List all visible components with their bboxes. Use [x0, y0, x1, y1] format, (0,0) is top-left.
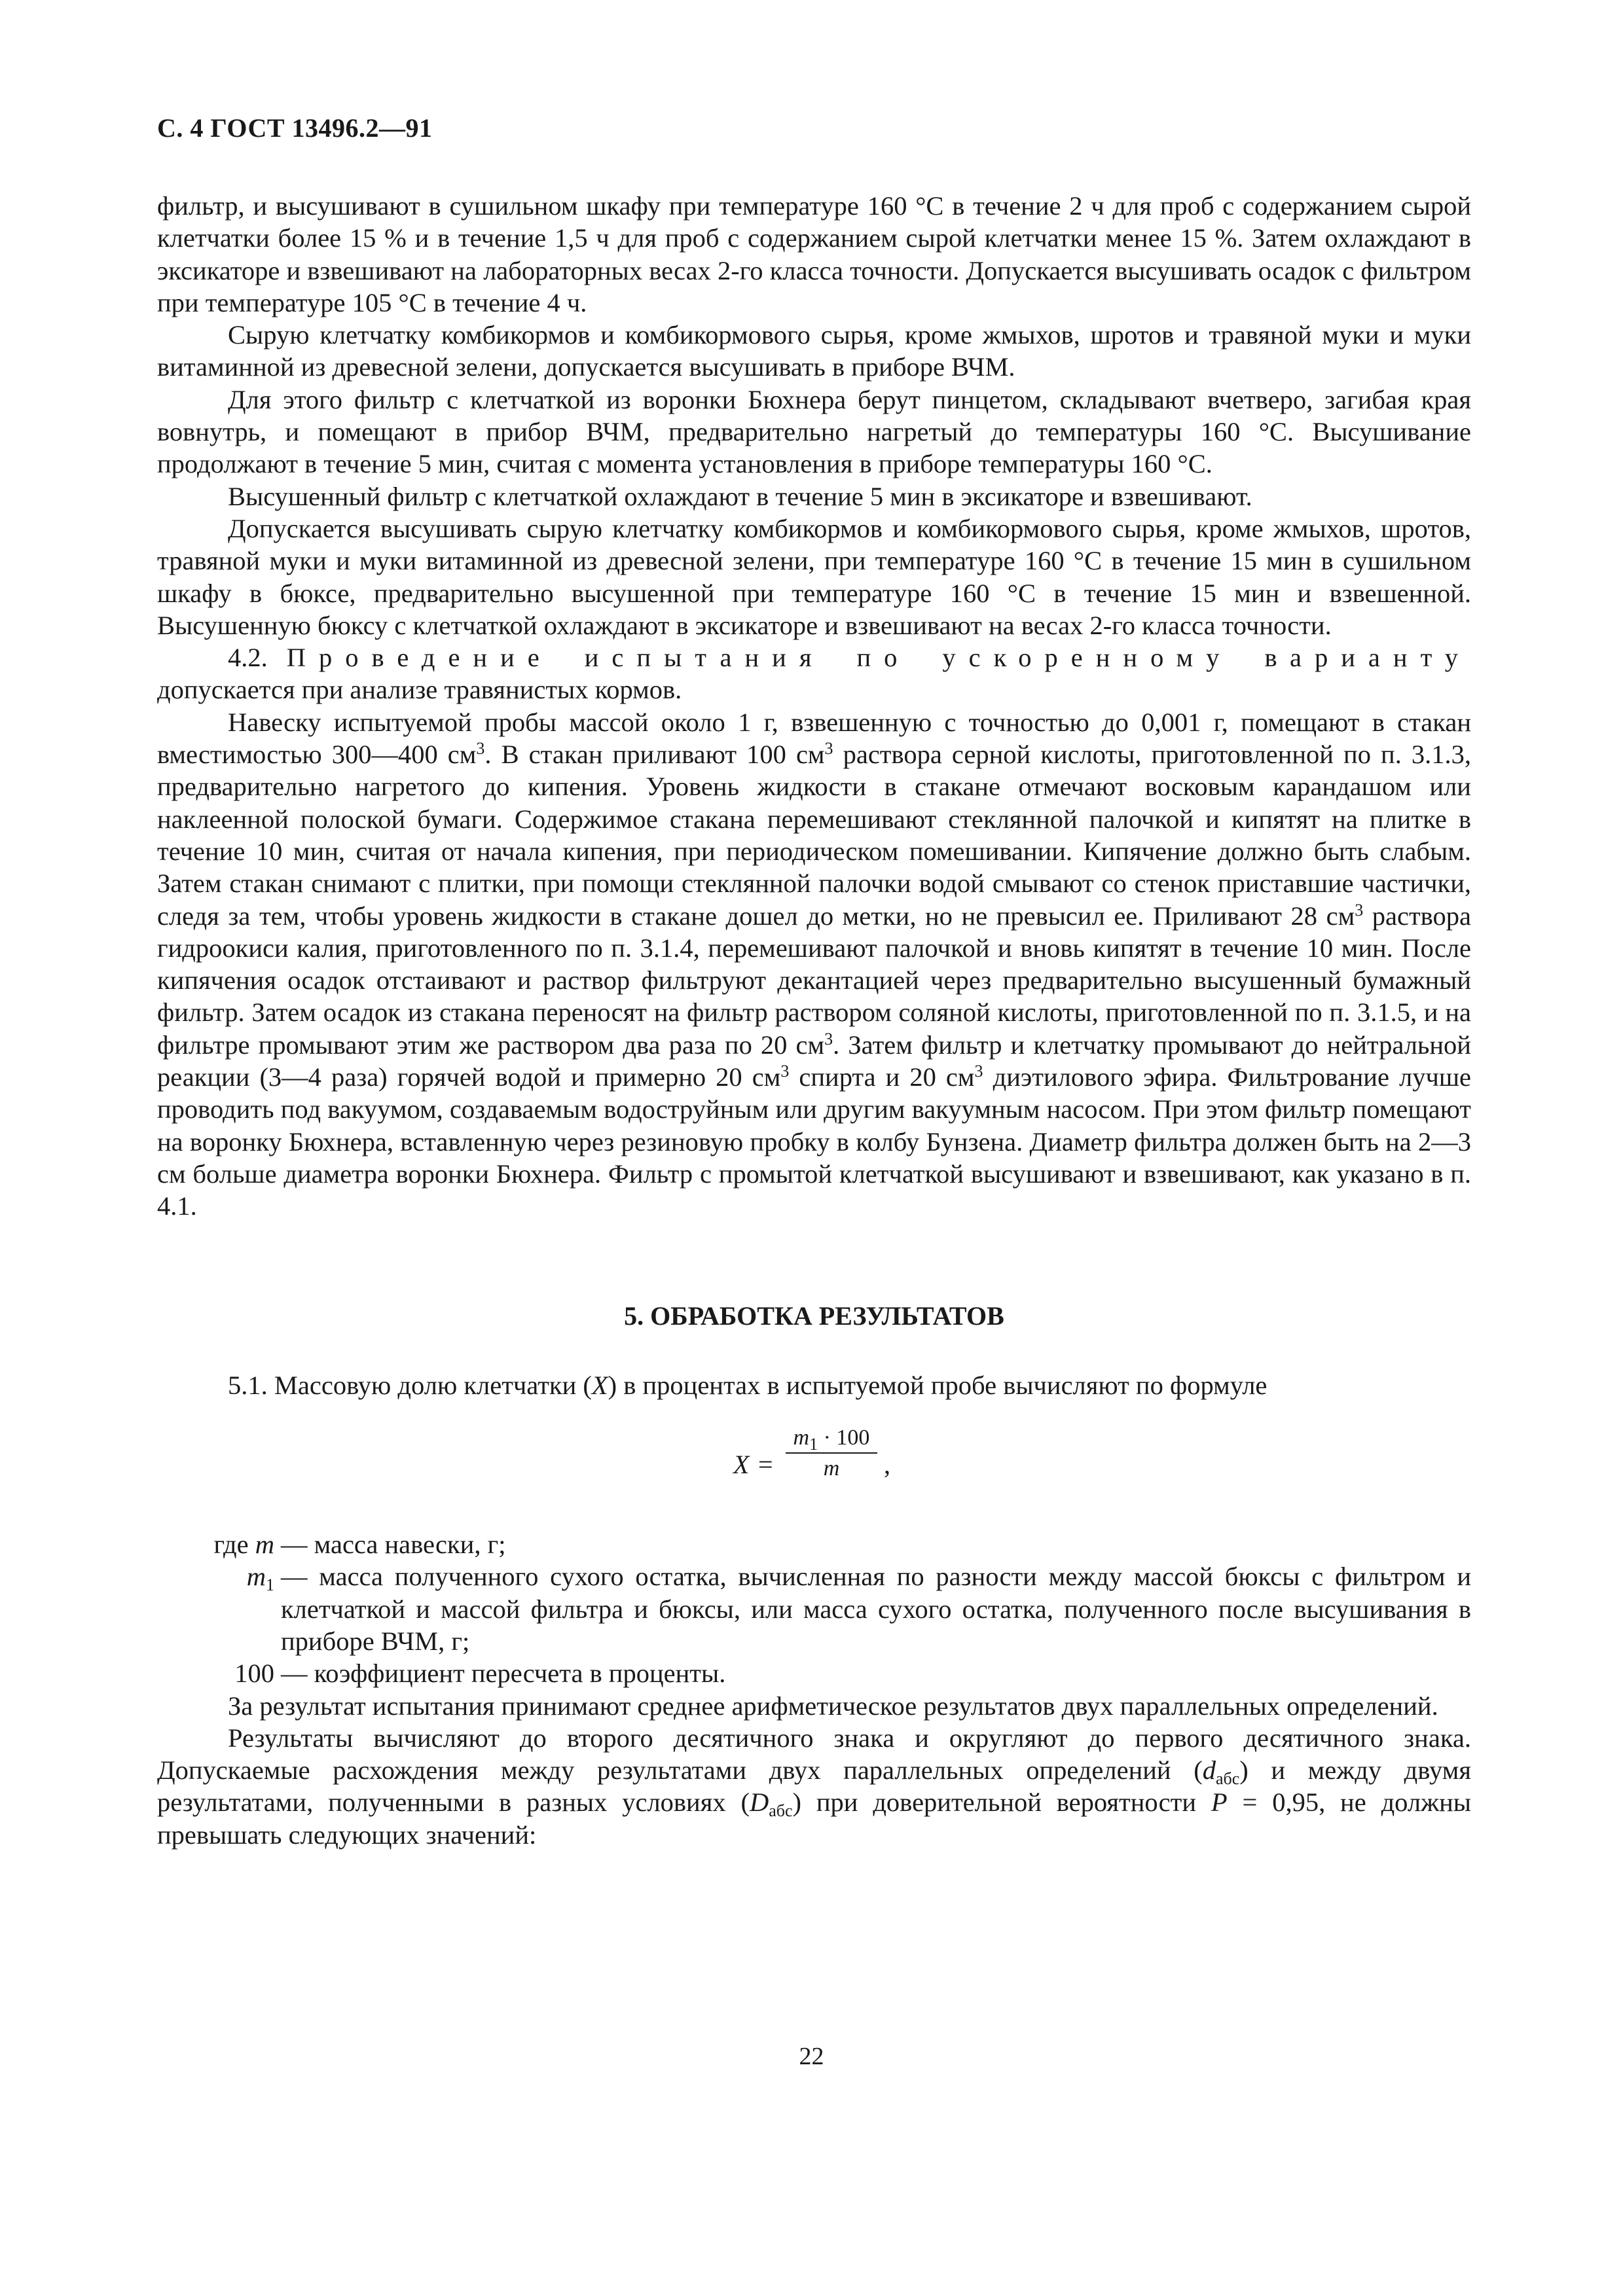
formula-denominator: m	[823, 1456, 840, 1481]
paragraph: Высушенный фильтр с клетчаткой охлаждают в течение 5 мин в эксикаторе и взвешивают.	[228, 481, 1252, 511]
definition-item: где m — масса навески, г;	[213, 1530, 506, 1560]
section-title: 5. ОБРАБОТКА РЕЗУЛЬТАТОВ	[624, 1300, 1004, 1331]
formula-comma: ,	[884, 1450, 890, 1480]
formula-equals: =	[758, 1450, 773, 1480]
page-header: С. 4 ГОСТ 13496.2—91	[157, 113, 433, 143]
formula-numerator: $m_1 \cdot 100$	[786, 1424, 877, 1454]
definition-item: 100 — коэффициент пересчета в проценты.	[234, 1659, 726, 1689]
clause-text: допускается при анализе травянистых кормов.	[157, 675, 682, 705]
page-number: 22	[799, 2043, 824, 2070]
clause-number: 4.2.	[228, 643, 268, 673]
clause-title: Проведение испытания по ускоренному варианту	[286, 643, 1471, 673]
formula-lhs: X	[733, 1450, 750, 1480]
clause-4-2	[157, 641, 1471, 706]
formula	[157, 1424, 1471, 1522]
paragraph: Сырую клетчатку комбикормов и комбикормового сырья, кроме жмыхов, шротов и травяной муки и муки витаминной из древесной зелени, допускается высушивать в приборе ВЧМ.	[157, 320, 1471, 382]
paragraph: Для этого фильтр с клетчаткой из воронки Бюхнера берут пинцетом, складывают вчетверо, загибая края вовнутрь, и помещают в прибор ВЧМ, предварительно нагретый до температуры 160 °С. Высушивание продолжают в течение 5 мин, считая с момента установления в приборе температуры 160 °С.	[157, 384, 1471, 479]
paragraph: фильтр, и высушивают в сушильном шкафу при температуре 160 °С в течение 2 ч для проб с содержанием сырой клетчатки более 15 % и в течение 1,5 ч для проб с содержанием сырой клетчатки менее 15 %. Затем охлаждают в эксикаторе и взвешивают на лабораторных весах 2-го класса точности. Допускается высушивать осадок с фильтром при температуре 105 °С в течение 4 ч.	[157, 191, 1471, 317]
formula-fraction	[786, 1424, 877, 1484]
paragraph: Результаты вычисляют до второго десятичного знака и округляют до первого десятичного знака. Допускаемые расхождения между результатами двух параллельных определений $(d_{абс})$ и между двумя результатами, полученными в разных условиях $(D_{абс})$ при доверительной вероятности P = 0,95, не должны превышать следующих значений:	[157, 1723, 1472, 1850]
paragraph: Допускается высушивать сырую клетчатку комбикормов и комбикормового сырья, кроме жмыхов, шротов, травяной муки и муки витаминной из древесной зелени, при температуре 160 °С в течение 15 мин в сушильном шкафу в бюксе, предварительно высушенной при температуре 160 °С в течение 15 мин и взвешенной. Высушенную бюксу с клетчаткой охлаждают в эксикаторе и взвешивают на весах 2-го класса точности.	[157, 513, 1471, 640]
paragraph: Навеску испытуемой пробы массой около 1 г, взвешенную с точностью до 0,001 г, помещают в стакан вместимостью 300—400 $см^3$. В стакан приливают 100 $см^3$ раствора серной кислоты, приготовленной по п. 3.1.3, предварительно нагретого до кипения. Уровень жидкости в стакане отмечают восковым карандашом или наклеенной полоской бумаги. Содержимое стакана перемешивают стеклянной палочкой и кипятят на плитке в течение 10 мин, считая от начала кипения, при периодическом помешивании. Кипячение должно быть слабым. Затем стакан снимают с плитки, при помощи стеклянной палочки водой смывают со стенок приставшие частички, следя за тем, чтобы уровень жидкости в стакане дошел до метки, но не превысил ее. Приливают 28 $см^3$ раствора гидроокиси калия, приготовленного по п. 3.1.4, перемешивают палочкой и вновь кипятят в течение 10 мин. После кипячения осадок отстаивают и раствор фильтруют декантацией через предварительно высушенный бумажный фильтр. Затем осадок из стакана переносят на фильтр раствором соляной кислоты, приготовленной по п. 3.1.5, и на фильтре промывают этим же раствором два раза по 20 $см^3$. Затем фильтр и клетчатку промывают до нейтральной реакции (3—4 раза) горячей водой и примерно 20 $см^3$ спирта и 20 $см^3$ диэтилового эфира. Фильтрование лучше проводить под вакуумом, создаваемым водоструйным или другим вакуумным насосом. При этом фильтр помещают на воронку Бюхнера, вставленную через резиновую пробку в колбу Бунзена. Диаметр фильтра должен быть на 2—3 см больше диаметра воронки Бюхнера. Фильтр с промытой клетчаткой высушивают и взвешивают, как указано в п. 4.1.	[157, 707, 1471, 1221]
paragraph: 5.1. Массовую долю клетчатки (X) в процентах в испытуемой пробе вычисляют по формуле	[228, 1370, 1267, 1400]
paragraph: За результат испытания принимают среднее арифметическое результатов двух параллельных определений.	[228, 1691, 1438, 1721]
document-body	[157, 190, 1471, 1851]
definition-item: $m_1$ — масса полученного сухого остатка, вычисленная по разности между массой бюксы с фильтром и клетчаткой и массой фильтра и бюксы, или масса сухого остатка, полученного после высушивания в приборе ВЧМ, г;	[246, 1562, 1471, 1656]
